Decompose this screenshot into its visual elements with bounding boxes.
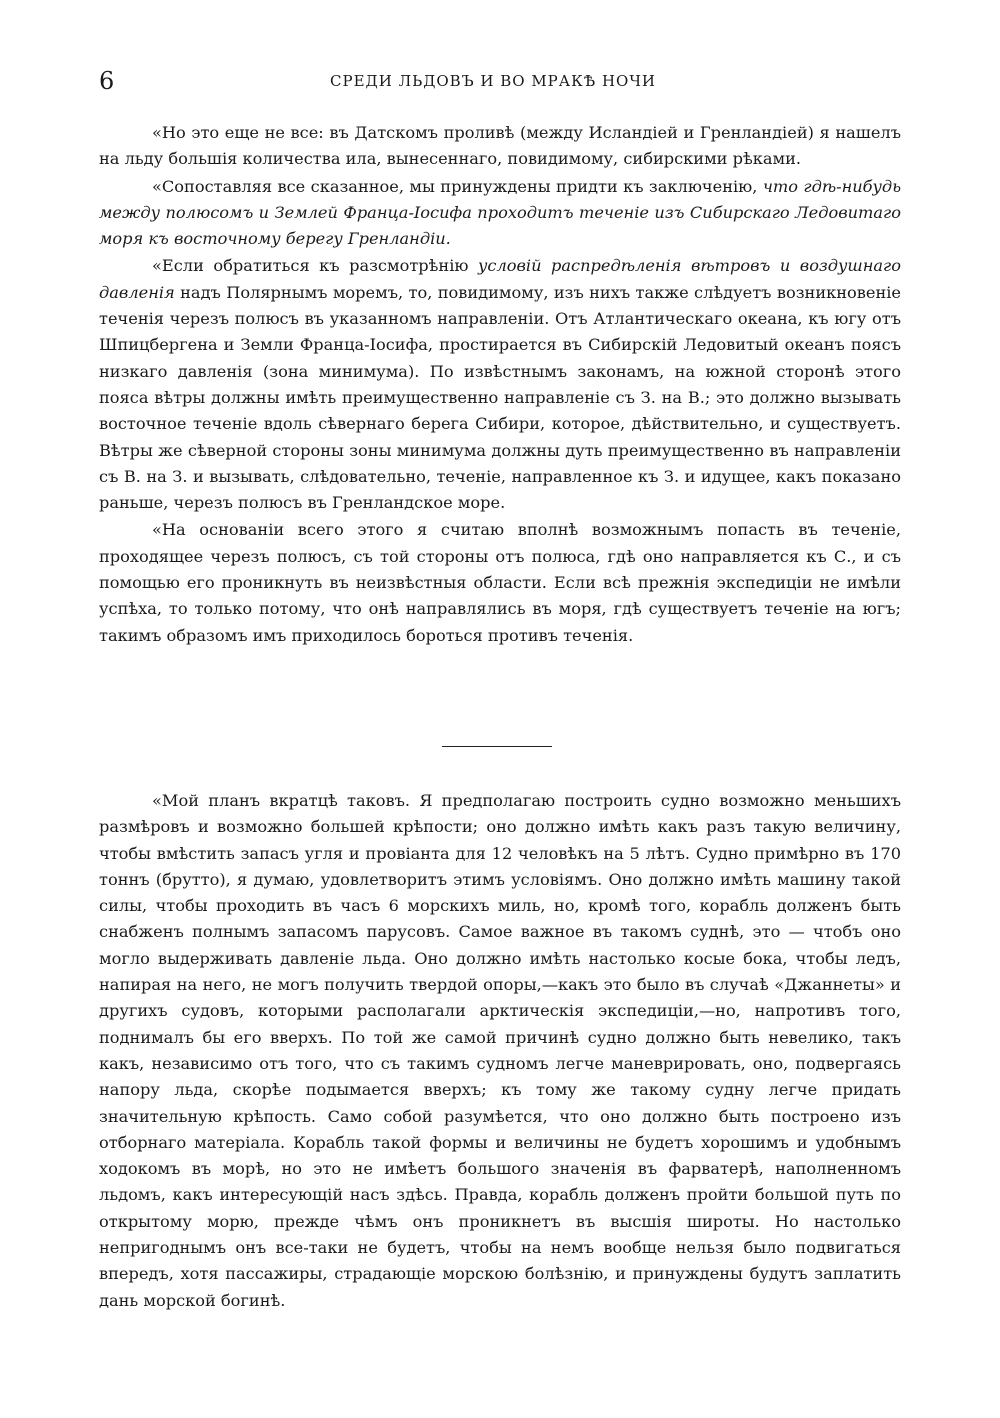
paragraph-3 [99, 253, 901, 516]
paragraph-3-italic: условій распредѣленія вѣтровъ и воздушнаго давленія [99, 256, 901, 302]
running-title: СРЕДИ ЛЬДОВЪ И ВО МРАКѢ НОЧИ [330, 72, 656, 90]
page-number: 6 [99, 67, 115, 95]
paragraph-3-rest: надъ Полярнымъ моремъ, то, повидимому, изъ нихъ также слѣдуетъ возникновеніе теченія черезъ полюсъ въ указанномъ направленіи. Отъ Атлантическаго океана, къ югу отъ Шпицбергена и Земли Франца-Іосифа, простирается въ Сибирскій Ледовитый океанъ поясъ низкаго давленія (зона минимума). По извѣстнымъ законамъ, на южной сторонѣ этого пояса вѣтры должны имѣть преимущественно направленіе съ З. на В.; это должно вызывать восточное теченіе вдоль сѣвернаго берега Сибири, которое, дѣйствительно, и существуетъ. Вѣтры же сѣверной стороны зоны минимума должны дуть преимущественно въ направленіи съ В. на З. и вызывать, слѣдовательно, теченіе, направленное къ З. и идущее, какъ показано раньше, черезъ полюсъ въ Гренландское море. [99, 282, 901, 513]
paragraph-2-text: «Сопоставляя все сказанное, мы принуждены придти къ заключенію, [152, 176, 763, 196]
paragraph-1: «Но это еще не все: въ Датскомъ проливѣ (между Исландіей и Гренландіей) я нашелъ на льду большія количества ила, вынесеннаго, повидимому, сибирскими рѣками. [99, 123, 901, 169]
section-separator [442, 746, 552, 747]
text-section-1 [99, 120, 901, 649]
paragraph-4: «На основаніи всего этого я считаю вполнѣ возможнымъ попасть въ теченіе, проходящее черезъ полюсъ, съ той стороны отъ полюса, гдѣ оно направляется къ С., и съ помощью его проникнуть въ неизвѣстныя области. Если всѣ прежнія экспедиціи не имѣли успѣха, то только потому, что онѣ направлялись въ моря, гдѣ существуетъ теченіе на югъ; такимъ образомъ имъ приходилось бороться противъ теченія. [99, 520, 901, 645]
paragraph-5: «Мой планъ вкратцѣ таковъ. Я предполагаю построить судно возможно меньшихъ размѣровъ и возможно большей крѣпости; оно должно имѣть какъ разъ такую величину, чтобы вмѣстить запасъ угля и провіанта для 12 человѣкъ на 5 лѣтъ. Судно примѣрно въ 170 тоннъ (брутто), я думаю, удовлетворитъ этимъ условіямъ. Оно должно имѣть машину такой силы, чтобы проходить въ часъ 6 морскихъ миль, но, кромѣ того, корабль долженъ быть снабженъ полнымъ запасомъ парусовъ. Самое важное въ такомъ суднѣ, это — чтобъ оно могло выдерживать давленіе льда. Оно должно имѣть настолько косые бока, чтобы ледъ, напирая на него, не могъ получить твердой опоры,—какъ это было въ случаѣ «Джаннеты» и другихъ судовъ, которыми располагали арктическія экспедиціи,—но, напротивъ того, поднималъ бы его вверхъ. По той же самой причинѣ судно должно быть невелико, такъ какъ, независимо отъ того, что съ такимъ судномъ легче маневрировать, оно, подвергаясь напору льда, скорѣе подымается вверхъ; къ тому же такому судну легче придать значительную крѣпость. Само собой разумѣется, что оно должно быть построено изъ отборнаго матеріала. Корабль такой формы и величины не будетъ хорошимъ и удобнымъ ходокомъ въ морѣ, но это не имѣетъ большого значенія въ фарватерѣ, наполненномъ льдомъ, какъ интересующій насъ здѣсь. Правда, корабль долженъ пройти большой путь по открытому морю, прежде чѣмъ онъ проникнетъ въ высшія широты. Но настолько непригоднымъ онъ все-таки не будетъ, чтобы на немъ вообще нельзя было подвигаться впередъ, хотя пассажиры, страдающіе морскою болѣзнію, и принуждены будутъ заплатить дань морской богинѣ. [99, 791, 901, 1310]
paragraph-3-text: «Если обратиться къ разсмотрѣнію [152, 256, 478, 276]
paragraph-2 [99, 174, 901, 253]
paragraph-2-italic: что гдѣ-нибудь между полюсомъ и Землей Франца-Іосифа проходитъ теченіе изъ Сибирскаго Ледовитаго моря къ восточному берегу Гренландіи. [99, 176, 902, 249]
text-section-2 [99, 788, 901, 1314]
